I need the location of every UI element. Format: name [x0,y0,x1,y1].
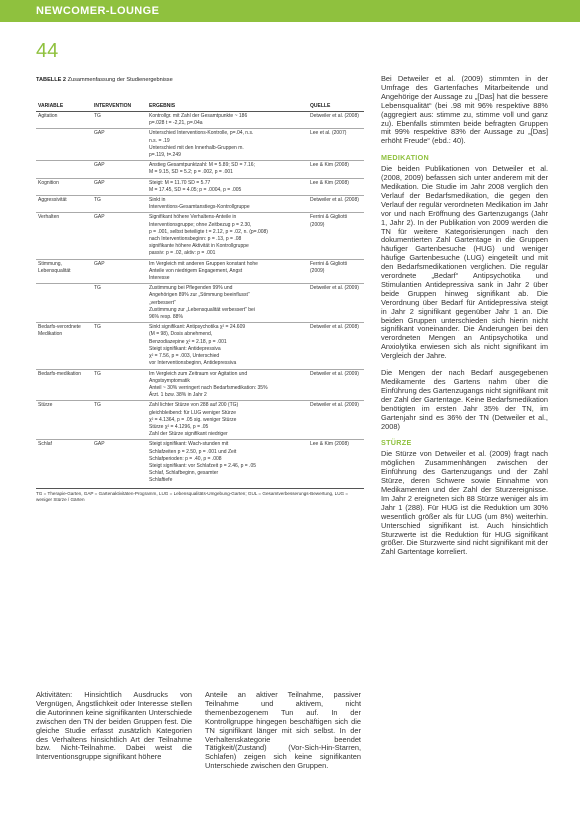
cell-quelle: Detweiler et al. (2009) [308,369,364,401]
table-body [36,112,364,486]
table-caption-label: TABELLE 2 [36,77,67,83]
ergebnis-line: Signifikant höhere Verhaltens-Anteile in [149,214,237,221]
ergebnis-line: Unterschied Interventions-Kontrolle, p=.04, n.s. [149,130,254,137]
table-row [36,129,364,161]
ergebnis-line: Angehörigen 89% zur „Stimmung beeinflusst“ [149,292,250,299]
cell-variable: Bedarfs-verordnete Medikation [36,323,92,369]
cell-quelle: Detweiler et al. (2009) [308,401,364,440]
ergebnis-line: Interventions-Gesamtanstiegs-Kontrollgruppe [149,204,250,211]
cell-ergebnis [147,401,308,440]
ergebnis-line: n.s. = .19 [149,137,170,144]
cell-ergebnis [147,112,308,129]
heading-stuerze: STÜRZE [381,438,412,448]
ergebnis-line: Sinkt in [149,197,166,204]
cell-variable: Bedarfs-medikation [36,369,92,401]
cell-intervention: TG [92,284,147,323]
ergebnis-line: Interventionsgruppe; ohne Zeitbezug p = 2.30, [149,221,252,228]
table-row [36,178,364,195]
ergebnis-line: Unterschied mit den Innerhalb-Gruppen m. [149,144,244,151]
column-header-quelle: QUELLE [308,102,364,112]
cell-ergebnis [147,440,308,486]
ergebnis-line: Zahl lichter Stürze von 288 auf 200 (TG) [149,402,239,409]
ergebnis-line: M = 9.15, SD = 5.2; p = .002, p = .001 [149,169,233,176]
ergebnis-line: Steigt signifikant: Antidepressiva [149,345,221,352]
bottom-middle-column [205,691,361,779]
magazine-section-title: NEWCOMER-LOUNGE [36,5,160,17]
page-number: 44 [36,40,59,62]
table-row [36,440,364,486]
cell-quelle: Detweiler et al. (2008) [308,196,364,213]
cell-quelle: Ferrini & Gigliotti (2009) [308,213,364,259]
ergebnis-line: Im Vergleich mit anderen Gruppen konstant hohe [149,260,258,267]
ergebnis-line: signifikante höhere Aktivität in Kontrollgruppe [149,243,249,250]
table-row [36,112,364,129]
cell-variable [36,284,92,323]
ergebnis-line: vor Interventionsbeginn, Antidepressiva [149,360,237,367]
cell-ergebnis [147,284,308,323]
cell-quelle: Detweiler et al. (2008) [308,323,364,369]
cell-intervention: TG [94,113,101,119]
cell-variable: Agitation [38,113,58,119]
ergebnis-line: Sinkt signifikant: Antipsychotika χ² = 24.609 [149,324,246,331]
ergebnis-line: 96% resp. 88% [149,314,183,321]
cell-quelle: Lee et al. (2007) [308,129,364,161]
table-row [36,259,364,284]
column-header-intervention: INTERVENTION [92,102,147,112]
ergebnis-line: gleichbleibend: für LUG weniger Stürze [149,409,236,416]
cell-quelle: Detweiler et al. (2009) [308,284,364,323]
cell-intervention: GAP [92,178,147,195]
ergebnis-line: Anstieg Gesamtpunktzahl: M = 5.89; SD = 7.16; [149,162,255,169]
cell-ergebnis [147,259,308,284]
cell-quelle: Lee & Kim (2008) [308,161,364,178]
ergebnis-line: Schlaf, Schlafbeginn, gesamter [149,470,219,477]
right-column-text [381,75,548,565]
cell-intervention: TG [92,401,147,440]
table-caption-text: Zusammenfassung der Studienergebnisse [67,77,173,83]
cell-intervention: TG [92,196,147,213]
table-row [36,213,364,259]
bottom-left-column [36,691,192,770]
cell-intervention: GAP [92,259,147,284]
ergebnis-line: Schlafzeiten p = 2.50, p = .001 und Zeit [149,448,237,455]
cell-ergebnis [147,213,308,259]
heading-medikation: MEDIKATION [381,153,429,163]
ergebnis-line: Anteile von niedrigem Engagement, Angst [149,267,243,274]
ergebnis-line: Im Vergleich zum Zeitraum vor Agitation und [149,370,248,377]
ergebnis-line: Steigt signifikant: vor Schlafzeit p = 2.46, p = .05 [149,462,257,469]
study-table-block [36,77,364,503]
study-results-table [36,102,364,486]
cell-quelle: Ferrini & Gigliotti (2009) [308,259,364,284]
ergebnis-line: Schlafperioden: p = .40, p = .008 [149,455,222,462]
cell-ergebnis [147,323,308,369]
header-band [0,0,580,22]
cell-intervention: GAP [92,161,147,178]
table-row [36,369,364,401]
cell-ergebnis [147,161,308,178]
ergebnis-line: Kontrollgr. mit Zahl der Gesamtpunkte ~ 186 [149,113,248,119]
ergebnis-line: M = 17.45, SD = 4.05; p = .0004, p = .005 [149,186,242,193]
column-header-ergebnis: ERGEBNIS [147,102,308,112]
cell-ergebnis [147,369,308,401]
paragraph-medikation: Die beiden Publikationen von Detweiler et al. (2008, 2009) befassen sich unter anderem mit der Medikation. Die Studie im Jahr 2008 verglich den Verlauf der Bedarfsmedikation, die gegen den Verlauf der regulär verordneten Medikation im Jahr vor und nach Eröffnung des Gartenzugangs (Jahr 1, Jahr 2). In der Publikation von 2009 werden die TN für weitere Kategorisierungen nach den dokumentierten Zahl Gartentage in die Gruppen häufiger Gartenbesuche (HUG) und weniger häufige Gartenbesuche (LUG) eingeteilt und mit den Bedarfsmedikationen verglichen. Die regulär verordnete „Bedarf“ Antipsychotika und Stimulantien Antidepressiva sank in Jahr 2 über beide Gruppen hinweg signifikant ab. Die Verordnung über Bedarf für Antidepressiva steigt in Jahr 2 signifikant gegenüber Jahr 1 an. Die beiden Gruppen unterschieden sich hierin nicht signifikant voneinander. Die Änderungen bei den verordneten Mengen an Antipsychotika und Anxiolytika erwiesen sich als nicht signifikant im Vergleich der Jahre. [381,164,548,361]
cell-ergebnis [147,178,308,195]
ergebnis-line: p = .001, selbst beteiligte t = 2.12, p = .02, n. (p=.008) [149,228,268,235]
ergebnis-line: χ² = 4.1364, p = .05 sig. weniger Stürze [149,416,237,423]
cell-variable: Kognition [36,178,92,195]
ergebnis-line: nach Interventionsbeginn: p = .13, p = .08 [149,236,242,243]
cell-intervention: TG [92,369,147,401]
ergebnis-line: passiv: p = .02, aktiv: p = .001 [149,250,216,257]
ergebnis-line: p=.119, t=.249 [149,152,181,159]
ergebnis-line: Angstsymptomatik [149,377,190,384]
ergebnis-line: Zahl der Stürze signifikant niedriger [149,431,228,438]
table-caption [36,77,364,83]
ergebnis-line: Stürze χ² = 4.1296, p = .05 [149,423,209,430]
paragraph-aktivitaeten: Aktivitäten: Hinsichtlich Ausdrucks von Vergnügen, Ängstlichkeit oder Interesse stellen die Autorinnen keine signifikanten Unterschiede zwischen den TN der beiden Gruppen fest. Die gleiche Studie erfasst zusätzlich Kategorien des Verhaltens hinsichtlich Art der Teilnahme bzw. Nicht-Teilnahme. Dabei weist die Interventionsgruppe signifikant höhere [36,690,192,762]
cell-intervention: TG [92,323,147,369]
ergebnis-line: Benzodiazepine χ² = 2.18, p = .001 [149,338,227,345]
cell-quelle: Detweiler et al. (2008) [310,113,359,119]
cell-quelle: Lee & Kim (2008) [308,178,364,195]
ergebnis-line: Interesse [149,275,170,282]
ergebnis-line: Steigt signifikant: Wach-stunden mit [149,441,229,448]
cell-ergebnis [147,196,308,213]
column-header-variable: VARIABLE [36,102,92,112]
ergebnis-line: Anteil ~ 30% verringert nach Bedarfsmedikation: 35% [149,384,268,391]
table-header-row [36,102,364,112]
cell-variable [36,129,92,161]
cell-intervention: GAP [92,129,147,161]
table-row [36,196,364,213]
paragraph-bedarf: Die Mengen der nach Bedarf ausgegebenen Medikamente des Gartens nahm über die Einführung des Gartenzugangs nicht signifikant mit der Zahl der Gartentage. Keine Bedarfsmedikation benötigten im ersten Jahr 35% der TN, im Gartenjahr sind es 36% der TN (Detweiler et al., 2008) [381,368,548,431]
ergebnis-line: Steigt: M = 11.70 SD = 5.77 [149,179,211,186]
ergebnis-line: Ärzt. 1 bzw. 38% in Jahr 2 [149,392,207,399]
table-row [36,401,364,440]
cell-intervention: GAP [92,440,147,486]
table-footnote: TG = Therapie-Garten, GAP = Gartenaktivitäten-Programm, LUG = Lebensqualitäts-Umgebung-Garten; GUL = Gesamtverbesserungs-Bewertung, LUG = weniger Stürze / Gärten [36,488,364,503]
cell-quelle: Lee & Kim (2008) [308,440,364,486]
table-row [36,323,364,369]
table-row [36,284,364,323]
ergebnis-line: (M = 98), Dosis abnehmend, [149,331,213,338]
paragraph-teilnahme: Anteile an aktiver Teilnahme, passiver Teilnahme und aktivem, nicht themenbezogenem Tun auf. In der Kontrollgruppe hingegen beschäftigen sich die TN signifikant länger mit sich selbst. In der Verhaltenskategorie beendet Tätigkeit/(Zustand) (Vor-Sich-Hin-Starren, Schlafen) zeigen sich keine signifikanten Unterschiede zwischen den Gruppen. [205,690,361,771]
ergebnis-line: „verbessert“ [149,299,176,306]
paragraph-stuerze: Die Stürze von Detweiler et al. (2009) fragt nach möglichen Zusammenhängen zwischen der Einführung des Gartenzugangs und der Zahl Stürze, deren Schwere sowie Einnahme von Medikamenten und der Zahl der Sturzereignisse. Im Jahr 2 ereigneten sich 88 Stürze weniger als im Jahr 1 (288). Für HUG ist die Reduktion um 30% wesentlich größer als für LUG (um 8%) weiterhin. Unterschied signifikant ist. Auch hinsichtlich Sturzwerte ist die Reduktion für HUG signifikant größer. Die Sturzwerte sind nicht signifikant mit der Zahl Gartentage korreliert. [381,449,548,557]
ergebnis-line: Schlaftiefe [149,477,173,484]
ergebnis-line: Zustimmung zur „Lebensqualität verbessert“ bei [149,306,255,313]
cell-variable [36,161,92,178]
cell-ergebnis [147,129,308,161]
cell-variable: Aggressivität [36,196,92,213]
table-row [36,161,364,178]
cell-intervention: GAP [92,213,147,259]
paragraph-intro: Bei Detweiler et al. (2009) stimmten in der Umfrage des Gartenfaches Mitarbeitende und Angehörige der Aussage zu „[Das] hat die bessere Lebensqualität“ (bei .98 mit 96% respektive 88% (aggregiert aus: stimme zu, stimme voll und ganz zu). Ebenfalls stimmten beide befragten Gruppen mit 99% respektive 83% der Aussage zu „[Das] erhöht Freude“ (ebd.: 40). [381,74,548,146]
cell-variable: Schlaf [36,440,92,486]
ergebnis-line: Zustimmung bei Pflegenden 99% und [149,285,233,292]
cell-variable: Stürze [36,401,92,440]
cell-variable: Verhalten [36,213,92,259]
ergebnis-line: p=.028 t = -2,21, p=.04a [149,120,203,127]
ergebnis-line: χ² = 7.56, p = .003, Unterschied [149,353,220,360]
cell-variable: Stimmung, Lebensqualität [36,259,92,284]
